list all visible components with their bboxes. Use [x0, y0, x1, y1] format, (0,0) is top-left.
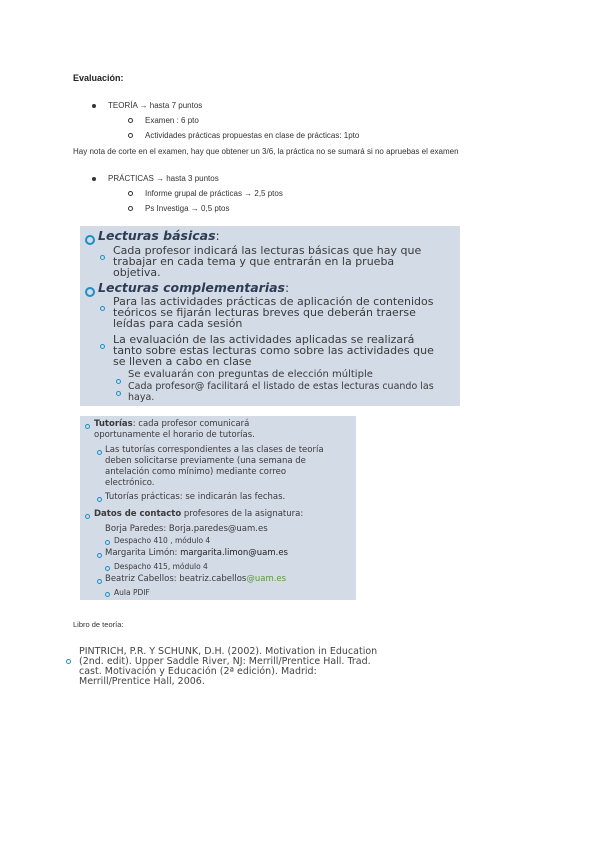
circle-bullet-icon	[105, 566, 110, 571]
teoria-subitem: Actividades prácticas propuestas en clase de prácticas: 1pto	[128, 131, 359, 140]
book-reference: PINTRICH, P.R. Y SCHUNK, D.H. (2002). Motivation in Education (2nd. edit). Upper Saddle River, NJ: Merrill/Prentice Hall. Trad. cast. Motivación y Educación (2ª edición). Madrid: Merrill/Prentice Hall, 2006.	[79, 646, 378, 687]
complementarias-title: Lecturas complementarias:	[98, 280, 290, 295]
email-link[interactable]: margarita.limon@uam.es	[180, 548, 288, 558]
bullet-icon	[92, 104, 96, 108]
libro-title: Libro de teoría:	[73, 620, 124, 629]
circle-bullet-icon	[128, 191, 133, 196]
contacto-line: Datos de contacto profesores de la asignatura:	[94, 509, 304, 519]
circle-bullet-icon	[128, 206, 133, 211]
basicas-title: Lecturas básicas:	[98, 228, 220, 243]
circle-bullet-icon	[128, 118, 133, 123]
tutorias-line: Tutorías: cada profesor comunicará	[94, 419, 250, 429]
circle-bullet-icon	[105, 592, 110, 597]
circle-bullet-icon	[97, 450, 102, 455]
prof-borja: Borja Paredes: Borja.paredes@uam.es	[105, 524, 268, 534]
exam-note: Hay nota de corte en el examen, hay que obtener un 3/6, la práctica no se sumará si no apruebas el examen	[73, 147, 459, 156]
practicas-label: PRÁCTICAS → hasta 3 puntos	[108, 174, 219, 183]
circle-bullet-icon	[105, 540, 110, 545]
circle-bullet-icon	[116, 379, 121, 384]
practicas-item	[92, 174, 219, 183]
circle-bullet-icon	[97, 579, 102, 584]
evaluacion-title: Evaluación:	[73, 73, 124, 83]
prof-beatriz: Beatriz Cabellos: beatriz.cabellos@uam.es	[105, 574, 287, 584]
circle-bullet-icon	[85, 424, 90, 429]
circle-bullet-icon	[97, 553, 102, 558]
circle-bullet-icon	[128, 133, 133, 138]
circle-bullet-icon	[85, 235, 95, 245]
bullet-icon	[92, 177, 96, 181]
circle-bullet-icon	[97, 497, 102, 502]
prof-margarita: Margarita Limón: margarita.limon@uam.es	[105, 548, 288, 558]
circle-bullet-icon	[116, 391, 121, 396]
teoria-label: TEORÍA → hasta 7 puntos	[108, 101, 203, 110]
circle-bullet-icon	[100, 344, 105, 349]
teoria-subitem: Examen : 6 pto	[128, 116, 199, 125]
lecturas-slide: Lecturas básicas: Cada profesor indicará las lecturas básicas que hay que trabajar en cada tema y que entrarán en la prueba objetiva. Lecturas complementarias: Para las actividades prácticas de aplicación de contenidos teóricos se fijarán lecturas breves que deberán traerse leídas para cada sesión La evaluación de las actividades aplicadas se realizará tanto sobre estas lecturas como sobre las actividades que se lleven a cabo en clase Se evaluarán con preguntas de elección múltiple Cada profesor@ facilitará el listado de estas lecturas cuando las haya.	[80, 226, 460, 406]
circle-bullet-icon	[100, 255, 105, 260]
circle-bullet-icon	[66, 651, 71, 669]
circle-bullet-icon	[100, 306, 105, 311]
practicas-subitem: Ps Investiga → 0,5 ptos	[128, 204, 230, 213]
circle-bullet-icon	[85, 287, 95, 297]
tutorias-slide: Tutorías: cada profesor comunicará oportunamente el horario de tutorías. Las tutorías correspondientes a las clases de teoría deben solicitarse previamente (una semana de antelación como mínimo) mediante correo electrónico. Tutorías prácticas: se indicarán las fechas. Datos de contacto profesores de la asignatura: Borja Paredes: Borja.paredes@uam.es Despacho 410 , módulo 4 Margarita Limón: margarita.limon@uam.es Despacho 415, módulo 4 Beatriz Cabellos: beatriz.cabellos@uam.es Aula PDIF	[80, 416, 356, 600]
circle-bullet-icon	[85, 514, 90, 519]
practicas-subitem: Informe grupal de prácticas → 2,5 ptos	[128, 189, 283, 198]
teoria-item	[92, 101, 202, 110]
